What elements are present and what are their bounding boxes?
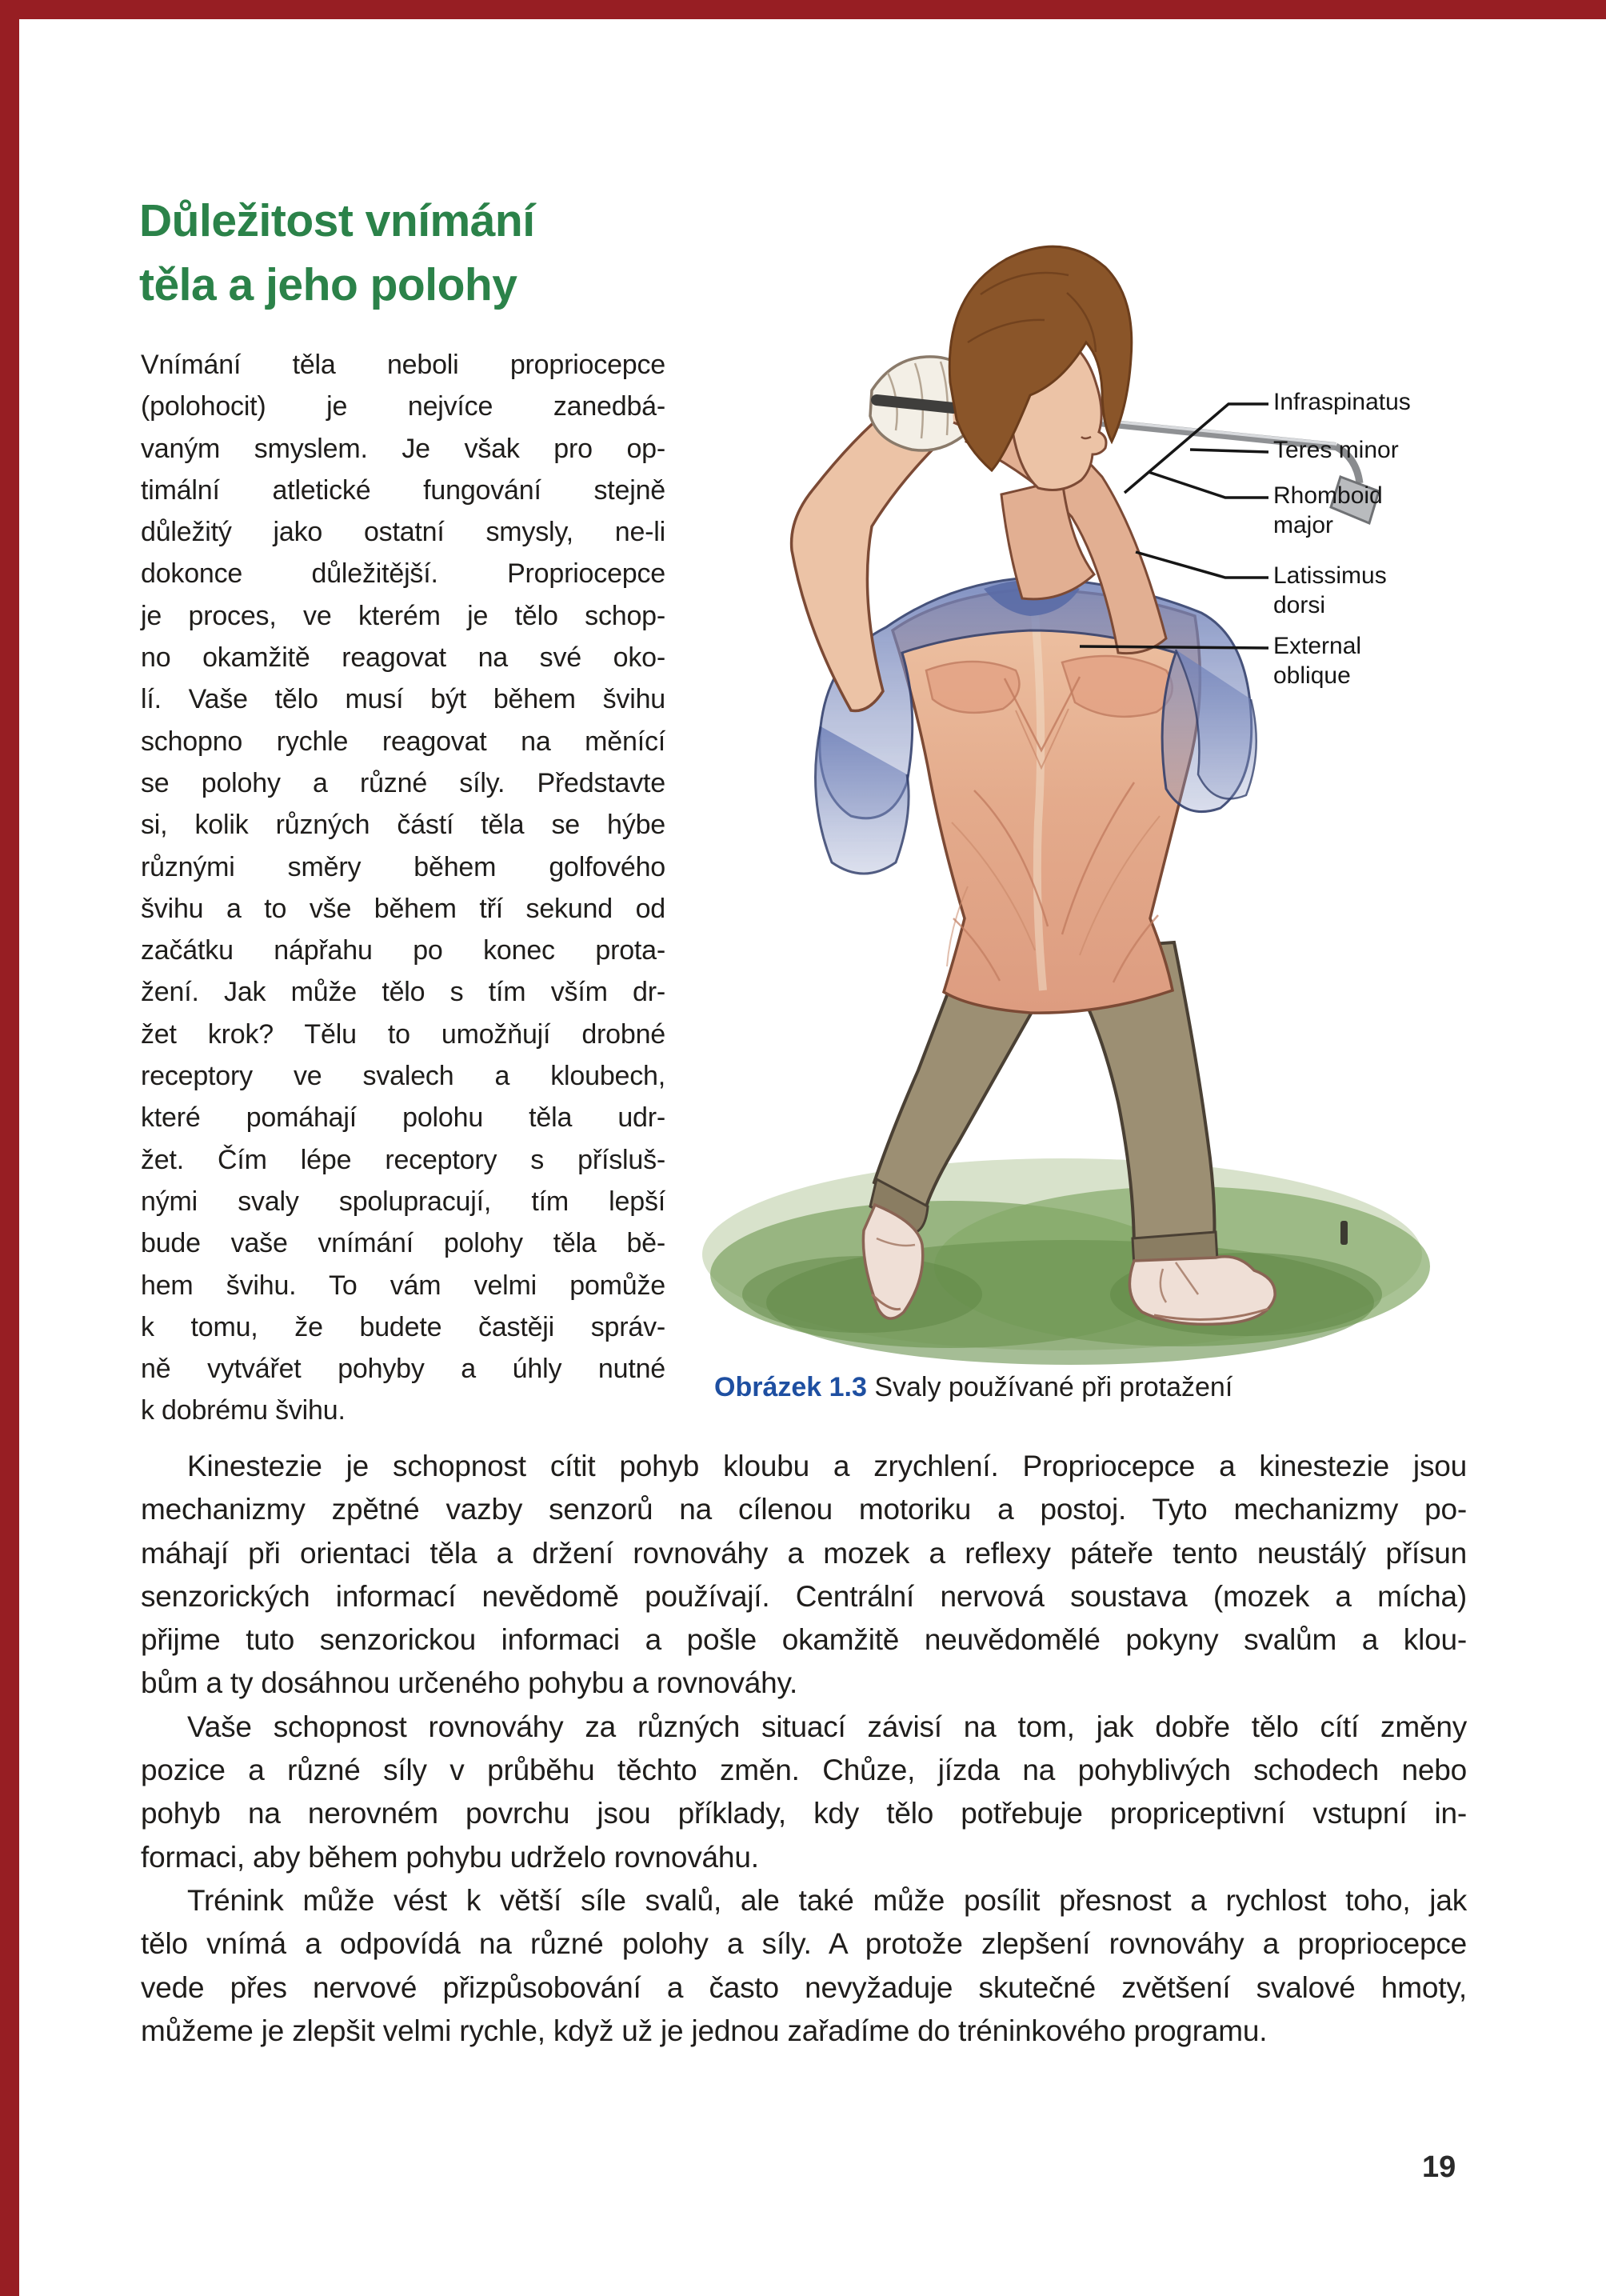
text-line: tělo vnímá a odpovídá na různé polohy a síly. A protože zlepšení rovnováhy a propriocepce bbox=[141, 1927, 1467, 1961]
text-line: které pomáhají polohu těla udr- bbox=[141, 1102, 665, 1134]
text-line: ně vytvářet pohyby a úhly nutné bbox=[141, 1354, 665, 1385]
text-line: pozice a různé síly v průběhu těchto změn. Chůze, jízda na pohyblivých schodech nebo bbox=[141, 1754, 1467, 1787]
left-text-column bbox=[141, 344, 665, 1432]
text-line: žení. Jak může tělo s tím vším dr- bbox=[141, 977, 665, 1008]
text-line: (polohocit) je nejvíce zanedbá- bbox=[141, 391, 665, 422]
page-edge-left-accent bbox=[0, 0, 19, 2296]
text-line: vede přes nervové přizpůsobování a často nevyžaduje skutečné zvětšení svalové hmoty, bbox=[141, 1970, 1467, 2004]
text-line: si, kolik různých částí těla se hýbe bbox=[141, 810, 665, 841]
text-line: máhají při orientaci těla a držení rovnováhy a mozek a reflexy páteře tento neustálý přísun bbox=[141, 1536, 1467, 1570]
text-line: můžeme je zlepšit velmi rychle, když už je jednou zařadíme do tréninkového programu. bbox=[141, 2014, 1268, 2047]
paragraph-rovnovaha bbox=[141, 1706, 1467, 1879]
page-edge-top-accent bbox=[0, 0, 1606, 19]
text-line: hem švihu. To vám velmi pomůže bbox=[141, 1270, 665, 1301]
text-line: žet krok? Tělu to umožňují drobné bbox=[141, 1018, 665, 1050]
muscle-label-teres-minor: Teres minor bbox=[1273, 437, 1399, 463]
text-line: začátku nápřahu po konec prota- bbox=[141, 935, 665, 966]
text-line: žet. Čím lépe receptory s přísluš- bbox=[141, 1144, 665, 1175]
text-line: mechanizmy zpětné vazby senzorů na cílenou motoriku a postoj. Tyto mechanizmy po- bbox=[141, 1493, 1467, 1526]
text-line: schopno rychle reagovat na měnící bbox=[141, 726, 665, 757]
muscle-label-rhomboid-major: Rhomboid major bbox=[1273, 482, 1383, 538]
text-line: se polohy a různé síly. Představte bbox=[141, 767, 665, 798]
text-line: švihu a to vše během tří sekund od bbox=[141, 893, 665, 924]
text-line: vaným smyslem. Je však pro op- bbox=[141, 433, 665, 464]
text-line: Trénink může vést k větší síle svalů, ale také může posílit přesnost a rychlost toho, jak bbox=[187, 1883, 1467, 1917]
text-line: Kinestezie je schopnost cítit pohyb kloubu a zrychlení. Propriocepce a kinestezie jsou bbox=[187, 1450, 1467, 1482]
page-number: 19 bbox=[1422, 2150, 1456, 2184]
body-text bbox=[141, 1445, 1467, 2053]
figure-caption-number: Obrázek 1.3 bbox=[714, 1372, 867, 1402]
text-line: timální atletické fungování stejně bbox=[141, 474, 665, 506]
text-line: no okamžitě reagovat na své oko- bbox=[141, 642, 665, 674]
text-line: k tomu, že budete častěji správ- bbox=[141, 1311, 665, 1342]
muscle-label-external-oblique: External oblique bbox=[1273, 633, 1362, 689]
text-line: nými svaly spolupracují, tím lepší bbox=[141, 1186, 665, 1217]
grass-patch bbox=[702, 1158, 1430, 1365]
text-line: formaci, aby během pohybu udrželo rovnováhu. bbox=[141, 1840, 759, 1874]
paragraph-trenink bbox=[141, 1879, 1467, 2053]
text-line: různými směry během golfového bbox=[141, 851, 665, 882]
figure-caption-text: Svaly používané při protažení bbox=[866, 1372, 1233, 1402]
heading-line-2: těla a jeho polohy bbox=[139, 259, 517, 310]
text-line: přijme tuto senzorickou informaci a pošle okamžitě neuvědomělé pokyny svalům a klou- bbox=[141, 1623, 1467, 1657]
text-line: bům a ty dosáhnou určeného pohybu a rovnováhy. bbox=[141, 1666, 798, 1700]
text-line: receptory ve svalech a kloubech, bbox=[141, 1061, 665, 1092]
heading-line-1: Důležitost vnímání bbox=[139, 195, 535, 246]
text-line: Vaše schopnost rovnováhy za různých situací závisí na tom, jak dobře tělo cítí změny bbox=[187, 1710, 1467, 1743]
text-line: Vnímání těla neboli propriocepce bbox=[141, 350, 665, 380]
golfer-illustration bbox=[686, 118, 1446, 1366]
figure-caption bbox=[714, 1370, 1482, 1405]
text-line: důležitý jako ostatní smysly, ne-li bbox=[141, 517, 665, 548]
text-line: dokonce důležitější. Propriocepce bbox=[141, 558, 665, 590]
text-line: pohyb na nerovném povrchu jsou příklady, kdy tělo potřebuje propriceptivní vstupní in- bbox=[141, 1797, 1467, 1830]
text-line: senzorických informací nevědomě používají. Centrální nervová soustava (mozek a mícha) bbox=[141, 1579, 1467, 1613]
text-line: k dobrému švihu. bbox=[141, 1395, 346, 1426]
torso-back bbox=[893, 589, 1200, 1013]
text-line: bude vaše vnímání polohy těla bě- bbox=[141, 1228, 665, 1259]
text-line: lí. Vaše tělo musí být během švihu bbox=[141, 684, 665, 715]
muscle-label-latissimus-dorsi: Latissimus dorsi bbox=[1273, 562, 1387, 618]
section-heading bbox=[139, 189, 747, 317]
paragraph-kinestezie bbox=[141, 1445, 1467, 1706]
figure-1-3 bbox=[686, 118, 1446, 1366]
muscle-label-infraspinatus: Infraspinatus bbox=[1273, 389, 1411, 415]
text-line: je proces, ve kterém je tělo schop- bbox=[141, 600, 665, 631]
